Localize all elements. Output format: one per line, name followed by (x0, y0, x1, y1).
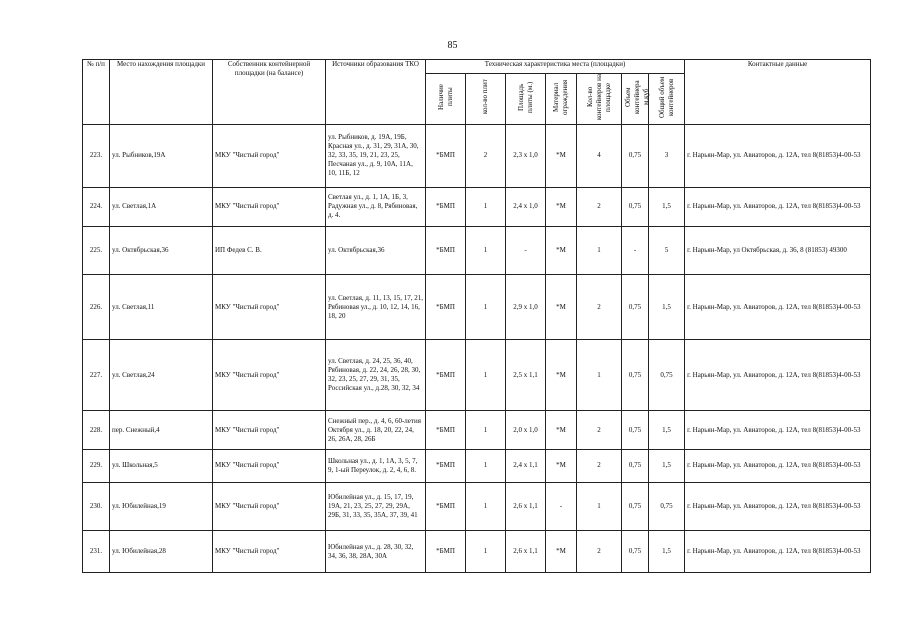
cell-area: - (506, 226, 546, 275)
cell-owner: МКУ "Чистый город" (213, 340, 326, 411)
cell-cont-count: 2 (577, 411, 622, 450)
cell-num: 227. (83, 340, 110, 411)
cell-place: ул. Светлая,1А (110, 187, 213, 226)
cell-source: ул. Светлая, д. 11, 13, 15, 17, 21, Рябиновая ул., д. 10, 12, 14, 16, 18, 20 (326, 275, 426, 340)
cell-contacts: г. Нарьян-Мар, ул. Авиаторов, д. 12А, тел 8(81853)4-00-53 (685, 275, 871, 340)
cell-source: Светлая ул., д. 1, 1А, 1Б, 3, Радужная ул., д. 8, Рябиновая, д. 4. (326, 187, 426, 226)
cell-material: *М (546, 531, 577, 573)
table-row (83, 450, 871, 483)
cell-area: 2,6 x 1,1 (506, 531, 546, 573)
cell-cont-count: 2 (577, 531, 622, 573)
cell-cont-count: 2 (577, 187, 622, 226)
cell-cont-count: 2 (577, 450, 622, 483)
cell-area: 2,4 x 1,1 (506, 450, 546, 483)
cell-cont-volume: 0,75 (622, 450, 649, 483)
header-area: Площадь плиты (м.) (516, 81, 534, 113)
table-row (83, 275, 871, 340)
cell-cont-volume: - (622, 226, 649, 275)
cell-total-volume: 0,75 (649, 340, 685, 411)
cell-area: 2,9 x 1,0 (506, 275, 546, 340)
cell-presence: *БМП (426, 411, 466, 450)
cell-place: ул. Рыбников,19А (110, 125, 213, 188)
cell-qty: 1 (466, 275, 506, 340)
cell-place: ул. Юбилейная,19 (110, 482, 213, 531)
cell-area: 2,3 x 1,0 (506, 125, 546, 188)
cell-qty: 1 (466, 411, 506, 450)
cell-source: Снежный пер., д. 4, 6, 60-летия Октября ул., д. 18, 20, 22, 24, 26, 26А, 28, 26Б (326, 411, 426, 450)
table-row (83, 531, 871, 573)
cell-num: 231. (83, 531, 110, 573)
cell-qty: 1 (466, 226, 506, 275)
cell-cont-volume: 0,75 (622, 531, 649, 573)
cell-source: Юбилейная ул., д. 28, 30, 32, 34, 36, 38, 28А, 30А (326, 531, 426, 573)
cell-material: - (546, 482, 577, 531)
table-row (83, 187, 871, 226)
cell-qty: 1 (466, 450, 506, 483)
cell-total-volume: 1,5 (649, 450, 685, 483)
table-row (83, 340, 871, 411)
page-number: 85 (447, 40, 458, 51)
cell-total-volume: 1,5 (649, 187, 685, 226)
header-material: Материал ограждения (552, 79, 569, 115)
cell-place: ул. Светлая,24 (110, 340, 213, 411)
cell-contacts: г. Нарьян-Мар, ул. Авиаторов, д. 12А, тел 8(81853)4-00-53 (685, 531, 871, 573)
cell-place: ул. Юбилейная,28 (110, 531, 213, 573)
cell-total-volume: 1,5 (649, 275, 685, 340)
cell-num: 226. (83, 275, 110, 340)
cell-qty: 2 (466, 125, 506, 188)
cell-contacts: г. Нарьян-Мар, ул. Авиаторов, д. 12А, тел 8(81853)4-00-53 (685, 482, 871, 531)
cell-source: ул. Октябрьская,36 (326, 226, 426, 275)
cell-total-volume: 1,5 (649, 411, 685, 450)
header-qty: кол-во плит (481, 79, 489, 115)
cell-place: пер. Снежный,4 (110, 411, 213, 450)
cell-cont-count: 1 (577, 482, 622, 531)
cell-qty: 1 (466, 187, 506, 226)
cell-material: *М (546, 125, 577, 188)
cell-cont-volume: 0,75 (622, 411, 649, 450)
cell-owner: МКУ "Чистый город" (213, 450, 326, 483)
cell-contacts: г. Нарьян-Мар, ул. Авиаторов, д. 12А, тел 8(81853)4-00-53 (685, 411, 871, 450)
cell-total-volume: 3 (649, 125, 685, 188)
cell-num: 229. (83, 450, 110, 483)
cell-owner: МКУ "Чистый город" (213, 531, 326, 573)
header-presence: Наличие плиты (436, 84, 454, 110)
cell-source: ул. Рыбников, д. 19А, 19Б, Красная ул., д. 31, 29, 31А, 30, 32, 33, 35, 19, 21, 23, 25, Песчаная ул., д. 9, 10А, 11А, 10, 11Б, 12 (326, 125, 426, 188)
header-place: Место нахождения площадки (110, 60, 213, 125)
cell-presence: *БМП (426, 531, 466, 573)
cell-source: Школьная ул., д. 1, 1А, 3, 5, 7, 9, 1-ый Переулок, д. 2, 4, 6, 8. (326, 450, 426, 483)
cell-material: *М (546, 340, 577, 411)
cell-presence: *БМП (426, 187, 466, 226)
cell-contacts: г. Нарьян-Мар, ул Октябрьская, д. 36, 8 (81853) 49300 (685, 226, 871, 275)
cell-presence: *БМП (426, 482, 466, 531)
cell-cont-volume: 0,75 (622, 125, 649, 188)
cell-presence: *БМП (426, 340, 466, 411)
table-row (83, 226, 871, 275)
cell-qty: 1 (466, 340, 506, 411)
cell-num: 228. (83, 411, 110, 450)
cell-cont-volume: 0,75 (622, 187, 649, 226)
cell-area: 2,4 x 1,0 (506, 187, 546, 226)
cell-owner: МКУ "Чистый город" (213, 187, 326, 226)
cell-contacts: г. Нарьян-Мар, ул. Авиаторов, д. 12А, тел 8(81853)4-00-53 (685, 340, 871, 411)
cell-place: ул. Светлая,11 (110, 275, 213, 340)
cell-owner: ИП Федев С. В. (213, 226, 326, 275)
cell-cont-count: 2 (577, 275, 622, 340)
table-row (83, 411, 871, 450)
table-row (83, 482, 871, 531)
cell-qty: 1 (466, 482, 506, 531)
cell-presence: *БМП (426, 226, 466, 275)
cell-total-volume: 0,75 (649, 482, 685, 531)
cell-source: ул. Светлая, д. 24, 25, 36, 40, Рябиновая, д. 22, 24, 26, 28, 30, 32, 23, 25, 27, 29, 31, 35, Российская ул., д.28, 30, 32, 34 (326, 340, 426, 411)
cell-cont-count: 1 (577, 226, 622, 275)
cell-num: 225. (83, 226, 110, 275)
cell-material: *М (546, 226, 577, 275)
header-source: Источники образования ТКО (326, 60, 426, 125)
cell-cont-volume: 0,75 (622, 482, 649, 531)
cell-material: *М (546, 275, 577, 340)
table-row (83, 125, 871, 188)
cell-presence: *БМП (426, 125, 466, 188)
cell-owner: МКУ "Чистый город" (213, 275, 326, 340)
cell-contacts: г. Нарьян-Мар, ул. Авиаторов, д. 12А, тел 8(81853)4-00-53 (685, 450, 871, 483)
cell-place: ул. Школьная,5 (110, 450, 213, 483)
cell-cont-volume: 0,75 (622, 275, 649, 340)
cell-owner: МКУ "Чистый город" (213, 125, 326, 188)
header-tech: Техническая характеристика места (площадки) (426, 60, 685, 74)
cell-material: *М (546, 187, 577, 226)
cell-presence: *БМП (426, 450, 466, 483)
cell-owner: МКУ "Чистый город" (213, 482, 326, 531)
container-sites-table (82, 59, 871, 573)
cell-owner: МКУ "Чистый город" (213, 411, 326, 450)
cell-qty: 1 (466, 531, 506, 573)
header-cont-volume: Объем контейнера м.куб (624, 80, 650, 114)
cell-area: 2,6 x 1,1 (506, 482, 546, 531)
cell-num: 223. (83, 125, 110, 188)
cell-source: Юбилейная ул., д. 15, 17, 19, 19А, 21, 23, 25, 27, 29, 29А, 29Б, 31, 33, 35, 35А, 37, 39, 41 (326, 482, 426, 531)
cell-presence: *БМП (426, 275, 466, 340)
cell-area: 2,5 x 1,1 (506, 340, 546, 411)
cell-num: 224. (83, 187, 110, 226)
cell-num: 230. (83, 482, 110, 531)
header-cont-count: Кол-во контейнеров на площадке (585, 74, 612, 120)
cell-total-volume: 5 (649, 226, 685, 275)
cell-area: 2,0 x 1,0 (506, 411, 546, 450)
cell-total-volume: 1,5 (649, 531, 685, 573)
header-total-volume: Общий объем контейнеров (657, 76, 675, 118)
cell-cont-volume: 0,75 (622, 340, 649, 411)
header-owner: Собственник контейнерной площадки (на балансе) (213, 60, 326, 125)
cell-material: *М (546, 411, 577, 450)
cell-cont-count: 1 (577, 340, 622, 411)
header-num: № п/п (83, 60, 110, 125)
cell-cont-count: 4 (577, 125, 622, 188)
cell-contacts: г. Нарьян-Мар, ул. Авиаторов, д. 12А, тел 8(81853)4-00-53 (685, 187, 871, 226)
cell-contacts: г. Нарьян-Мар, ул. Авиаторов, д. 12А, тел 8(81853)4-00-53 (685, 125, 871, 188)
cell-material: *М (546, 450, 577, 483)
header-contacts: Контактные данные (685, 60, 871, 125)
cell-place: ул. Октябрьская,36 (110, 226, 213, 275)
